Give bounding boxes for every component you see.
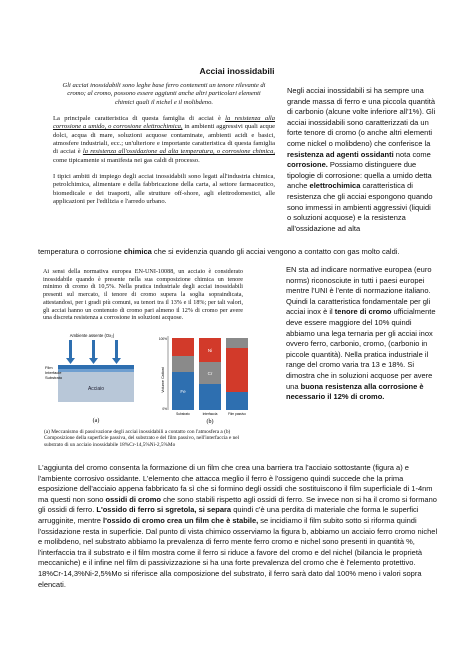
page-title: Acciai inossidabili	[199, 66, 275, 76]
steel-label: Acciaio	[87, 386, 105, 392]
bold-text: L'ossido di ferro si sgretola, si separa	[96, 505, 232, 515]
bar-interface	[199, 338, 221, 410]
arrow-shaft	[92, 340, 95, 358]
substrate-label: Substrato	[45, 375, 63, 380]
bar-film	[226, 338, 248, 410]
bar-segment-top	[226, 338, 248, 348]
arrow-shaft	[115, 340, 118, 358]
arrow-head	[66, 358, 75, 364]
bold-text: l'ossido di cromo crea un film che è stabile,	[103, 515, 259, 525]
text-run: ufficialmente deve essere maggiore del 10% quindi abbiamo una lega ternaria per gli acciai inox ovvero ferro, carbonio, cromo, (carbonio in piccole quantità). Nella pratica industriale il range del cromo varia tra 13 e 18%. Si dimostra che in soluzioni acquose per avere una	[286, 307, 436, 391]
figure-caption: (a) Meccanismo di passivazione degli acciai inossidabili a contatto con l'atmosfera a (b) Composizione della superficie passiva, del substrato e del film passivo, nell'interfaccia e nel substrato di un acciaio inossidabile 18%Cr-14,5%Ni-2,5%Mo	[44, 429, 240, 448]
panel-a	[45, 333, 134, 424]
interface-layer	[58, 369, 134, 372]
panel-a-letter: (a)	[92, 418, 100, 424]
passivation-figure	[44, 330, 256, 430]
text-run: nota come	[393, 149, 431, 159]
x-label-substrate: Substrato	[176, 412, 190, 416]
fe-label: Fe	[180, 389, 186, 394]
underlined-text: la resistenza alla corrosione a umido, o corrosione elettrochimica,	[53, 115, 276, 131]
bar-segment-cr	[172, 356, 194, 372]
oxygen-arrows	[66, 340, 121, 364]
text-run: che sono stabili rispetto agli ossidi di ferro. Se invece non si ha il cromo si formano gli ossidi di ferro.	[38, 494, 437, 515]
bottom-explanation	[38, 463, 438, 590]
bar-segment-fe	[226, 392, 248, 410]
interface-label: Interfacie	[45, 370, 62, 375]
bold-text: elettrochimica	[309, 181, 361, 191]
norm-excerpt: Ai sensi della normativa europea EN-UNI-10088, un acciaio è considerato inossidabile quando è presente nella sua composizione chimica un tenore minimo di cromo di 10,5%. Nella pratica industriale degli acciai inossidabili presenti sul mercato, il tenore di cromo supera la soglia sopraindicata, attestandosi, per i gradi più comuni, su tenori tra il 13% e il 18%; per tali valori, gli acciai hanno un contenuto di cromo pari almeno il 12% di cromo per avere una discreta resistenza a corrosione in soluzioni acquose.	[43, 269, 243, 322]
bold-text: tenore di cromo	[334, 307, 392, 317]
paragraph-applications: I tipici ambiti di impiego degli acciai inossidabili sono legati all'industria chimica, petrolchimica, alimentare e della fabbricazione della carta, al settore farmaceutico, biomedicale e dei trasporti, alle strutture off-shore, agli elettrodomestici, alle applicazioni per l'edilizia e l'arredo urbano.	[53, 173, 275, 206]
bar-segment-ni	[172, 338, 194, 356]
film-label: Film	[45, 365, 53, 370]
bold-text: corrosione.	[287, 160, 328, 170]
text-run: quindi c'è una perdita di materiale che forma le superfici arrugginite, mentre	[38, 505, 419, 525]
arrow-head	[112, 358, 121, 364]
passive-film-layer	[58, 365, 134, 369]
cr-label: Cr	[207, 371, 213, 376]
bar-segment-cr	[226, 348, 248, 392]
left-column-excerpt	[53, 82, 275, 214]
right-column-en-notes	[286, 265, 441, 403]
x-label-film: Film passivo	[228, 412, 246, 416]
x-label-interface: Interfaccia	[202, 412, 218, 416]
text-run: come tipicamente si manifesta nei gas caldi di processo.	[53, 156, 200, 164]
bold-text: chimica	[123, 247, 152, 256]
tick-bottom: 0%	[162, 407, 167, 411]
text-run: La principale caratteristica di questa famiglia di acciai è	[53, 115, 226, 123]
text-run: L'aggiunta del cromo consenta la formazione di un film che crea una barriera tra l'acciaio sottostante (figura a) e l'ambiente corrosivo ossidante. L'elemento che attacca meglio il ferro è l'ossigeno quindi succede che la prima esposizione dell'acciaio appena fabbricato fa sì che si formino degli ossidi che sostituiscono il film superficiale di 1-4nm ma questi non sono	[38, 463, 433, 504]
text-run: che si evidenzia quando gli acciai vengono a contatto con gas molto caldi.	[151, 247, 400, 256]
ni-label: Ni	[207, 348, 213, 353]
arrow-head	[89, 358, 98, 364]
right-column-notes	[287, 86, 437, 234]
text-run: temperatura o corrosione	[38, 247, 124, 256]
full-width-line	[38, 247, 438, 258]
text-run: caratteristica di resistenza che gli acciai espongono quando sono immessi in ambienti aggressivi (liquidi o soluzioni acquose) e la resistenza all'ossidazione ad alta	[287, 181, 433, 233]
bold-text: buona resistenza alla corrosione è necessario il 12% di cromo.	[286, 381, 424, 402]
bold-text: ossidi di cromo	[105, 494, 161, 504]
tick-top: 100%	[158, 337, 167, 341]
panel-b	[159, 336, 248, 425]
paragraph-characteristics	[53, 115, 275, 165]
text-run: Negli acciai inossidabili si ha sempre una grande massa di ferro e una piccola quantità di carbonio (alcune volte inferiore all'1%). Gli acciai inossidabili sono caratterizzati da un forte tenore di cromo (o anche altri elementi come nickel o molibdeno) che conferisce la	[287, 86, 436, 148]
panel-a-title: Ambiente assente (Ox₂)	[69, 333, 115, 338]
bar-segment-fe	[199, 384, 221, 410]
bold-text: resistenza ad agenti ossidanti	[287, 149, 394, 159]
intro-paragraph: Gli acciai inossidabili sono leghe base ferro contenenti un tenore rilevante di cromo; al cromo, possono essere aggiunti anche altri particolari elementi chimici quali il nichel e il molibdeno.	[62, 82, 266, 106]
arrow-shaft	[69, 340, 72, 358]
text-run: se incidiamo il film subito sotto si riforma quindi l'ossidazione resta in superficie. Dal punto di vista chimico osserviamo la figura b, abbiamo un acciaio ferro cromo nichel e molibdeno, nel substrato abbiamo la prevalenza di ferro mente ferro cromo e nichel sono presenti in quantità %, l'interfaccia tra il substrato e il film mostra come il ferro si riduce a favore del cromo e del nichel (bilancia le proprietà meccaniche) e il infine nel film di passivizzazione si ha una forte prevalenza del cromo che è l'elemento protettivo. 18%Cr-14,3%Ni-2,5%Mo si riferisce alla composizione del substrato, il ferro sarà dato dal 100% meno i valori sopra elencati.	[38, 515, 438, 589]
y-axis-label: Volume Cationi	[161, 367, 165, 393]
panel-b-letter: (b)	[206, 419, 214, 425]
bar-substrate	[172, 338, 194, 410]
underlined-text: la resistenza all'ossidazione ad alta temperatura, o corrosione chimica,	[82, 148, 275, 156]
text-run: in ambienti aggressivi quali acque dolci, acqua di mare, soluzioni acquose contaminate, ambienti acidi e basici, atmosfere industriali, ecc.; un'ulteriore e importante caratteristica di questa famiglia di acciai è	[53, 123, 275, 156]
text-run: Possiamo distinguere due tipologie di corrosione: quella a umido detta anche	[287, 160, 432, 191]
text-run: EN sta ad indicare normative europea (euro norms) riconosciute in tutti i paesi europei mentre l'UNI è l'ente di normazione italiano. Quindi la caratteristica fondamentale per gli acciai inox è il	[286, 265, 432, 317]
